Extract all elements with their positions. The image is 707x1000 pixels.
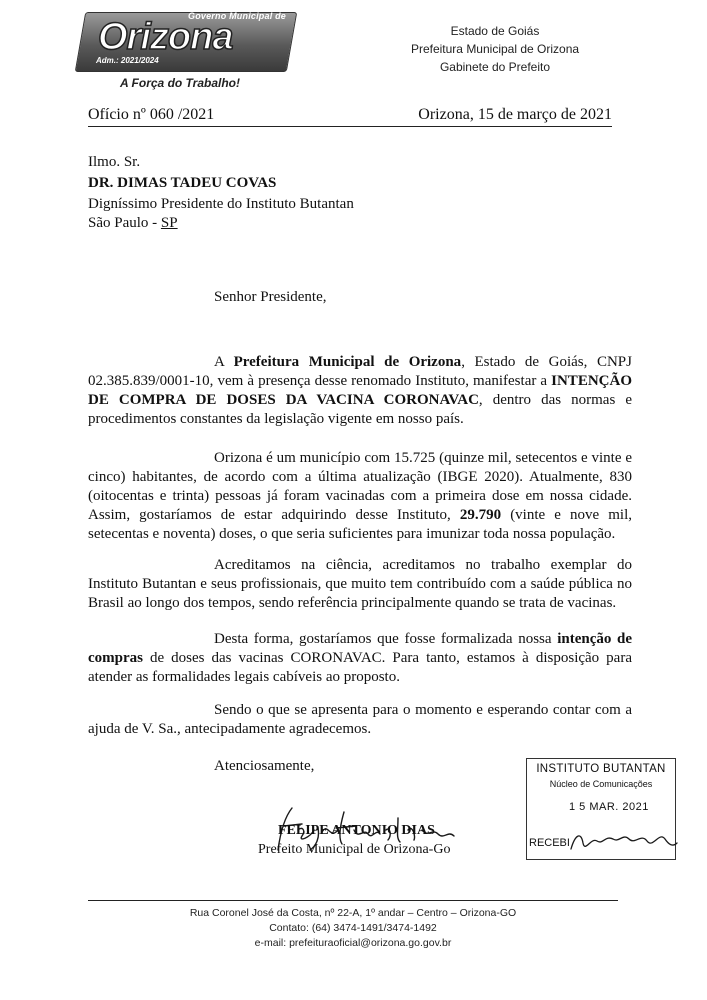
logo-name-text: Orizona [98, 16, 233, 58]
body-paragraph-1 [88, 353, 632, 429]
p1-bold-prefeitura: Prefeitura Municipal de Orizona [233, 354, 462, 370]
recipient-name-line [88, 174, 276, 193]
footer-divider [88, 900, 618, 901]
p2-text-a: Orizona é um município com 15.725 (quinze mil, setecentos e vinte e cinco) habitantes, de acordo com a última atualização (IBGE 2020). Atualmente, 830 (oitocentas e trinta) pessoas já foram vacinadas com a primeira dose em nossa cidade. Assim, gostaríamos de estar adquirindo desse Instituto, [88, 450, 632, 523]
body-paragraph-5: Sendo o que se apresenta para o momento e esperando contar com a ajuda de V. Sa., antecipadamente agradecemos. [88, 702, 632, 737]
p1-text-e: , dentro das normas e procedimentos constantes da legislação vigente em nosso país. [88, 392, 632, 427]
p1-text-c: , Estado de Goiás, CNPJ 02.385.839/0001-10, vem à presença desse renomado Instituto, manifestar a [88, 354, 632, 389]
recipient-city: São Paulo - [88, 215, 161, 231]
logo-slogan: A Força do Trabalho! [120, 76, 241, 90]
p1-bold-intent: INTENÇÃO DE COMPRA DE DOSES DA VACINA CORONAVAC [88, 373, 632, 408]
recipient-name: DR. DIMAS TADEU COVAS [88, 175, 277, 191]
logo-govt-text: Governo Municipal de [188, 11, 287, 21]
stamp-org: INSTITUTO BUTANTAN [536, 763, 666, 775]
reference-line [88, 106, 612, 127]
footer-email: e-mail: prefeituraoficial@orizona.go.gov.br [254, 937, 452, 949]
closing: Atenciosamente, [214, 758, 315, 774]
orizona-logo [80, 6, 302, 92]
body-paragraph-4 [88, 630, 632, 687]
p4-text-c: de doses das vacinas CORONAVAC. Para tanto, estamos à disposição para atender as formalidades legais cabíveis ao proposto. [88, 650, 632, 685]
prefeitura-name: Prefeitura Municipal de Orizona [410, 42, 580, 56]
recipient-city-line [88, 214, 178, 233]
body-paragraph-2 [88, 449, 632, 544]
body-paragraph-3: Acreditamos na ciência, acreditamos no trabalho exemplar do Instituto Butantan e seus profissionais, que muito tem contribuído com a saúde pública no Brasil ao longo dos tempos, sendo referência principalmente quando se trata de vacinas. [88, 557, 632, 611]
recipient-title: Digníssimo Presidente do Instituto Butantan [88, 196, 354, 212]
oficio-number: Ofício nº 060 /2021 [88, 106, 215, 123]
greeting: Senhor Presidente, [214, 289, 327, 305]
stamp-dept: Núcleo de Comunicações [549, 779, 653, 789]
gabinete-name: Gabinete do Prefeito [439, 60, 551, 74]
place-date: Orizona, 15 de março de 2021 [418, 106, 612, 123]
p2-text-c: (vinte e nove mil, setecentas e noventa) doses, o que seria suficientes para imunizar toda nossa população. [88, 507, 632, 542]
signatory-name: FELIPE ANTONIO DIAS [278, 823, 435, 838]
signatory-role: Prefeito Municipal de Orizona-Go [258, 842, 451, 857]
p4-text-a: Desta forma, gostaríamos que fosse formalizada nossa [214, 631, 558, 647]
stamp-date: 1 5 MAR. 2021 [569, 801, 649, 813]
footer-contact: Contato: (64) 3474-1491/3474-1492 [269, 922, 437, 934]
received-stamp [526, 758, 676, 860]
letterhead-institution [400, 22, 590, 76]
stamp-initials-scribble [567, 827, 679, 855]
recipient-salutation: Ilmo. Sr. [88, 154, 141, 170]
footer-address: Rua Coronel José da Costa, nº 22-A, 1º andar – Centro – Orizona-GO [189, 907, 517, 919]
recipient-state: SP [160, 215, 178, 231]
p4-bold-intent: intenção de compras [88, 631, 632, 666]
footer [88, 906, 618, 951]
stamp-received: RECEBI [529, 837, 570, 849]
logo-admin-text: Adm.: 2021/2024 [96, 56, 159, 65]
p2-bold-doses: 29.790 [459, 507, 502, 523]
p1-text-a: A [214, 354, 234, 370]
state-name: Estado de Goiás [450, 24, 540, 38]
